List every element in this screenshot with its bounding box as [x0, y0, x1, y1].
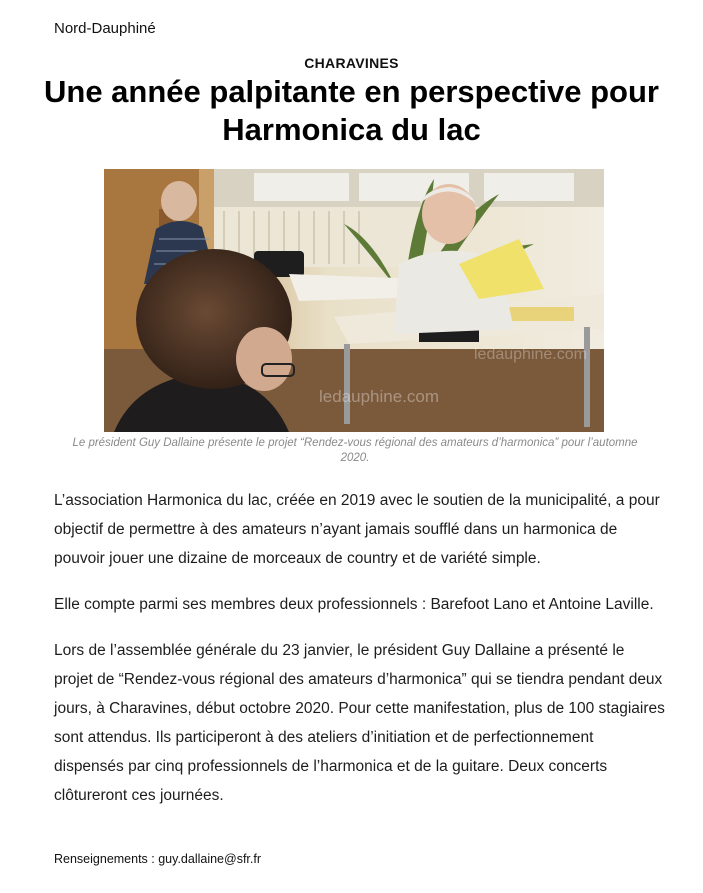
paragraph: Elle compte parmi ses membres deux professionnels : Barefoot Lano et Antoine Laville. [54, 596, 654, 613]
svg-text:ledauphine.com: ledauphine.com [319, 387, 440, 406]
photo-caption: Le président Guy Dallaine présente le projet “Rendez-vous régional des amateurs d’harmonica” pour l’automne 2020. [72, 437, 638, 464]
article-body [54, 486, 666, 827]
article-kicker: CHARAVINES [304, 55, 399, 71]
footer-contact: Renseignements : guy.dallaine@sfr.fr [54, 852, 262, 866]
paragraph: L’association Harmonica du lac, créée en 2019 avec le soutien de la municipalité, a pour objectif de permettre à des amateurs n’ayant jamais soufflé dans un harmonica de pouvoir jouer une dizaine de morceaux de country et de variété simple. [54, 492, 660, 567]
paragraph: Lors de l’assemblée générale du 23 janvier, le président Guy Dallaine a présenté le projet de “Rendez-vous régional des amateurs d’harmonica” qui se tiendra pendant deux jours, à Charavines, début octobre 2020. Pour cette manifestation, plus de 100 stagiaires sont attendus. Ils participeront à des ateliers d’initiation et de perfectionnement dispensés par cinq professionnels de l’harmonica et de la guitare. Deux concerts clôtureront ces journées. [54, 642, 665, 804]
source-label: Nord-Dauphiné [54, 20, 156, 37]
article-photo [104, 169, 604, 432]
svg-text:ledauphine.com: ledauphine.com [474, 346, 587, 363]
article-title: Une année palpitante en perspective pour Harmonica du lac [44, 74, 659, 147]
